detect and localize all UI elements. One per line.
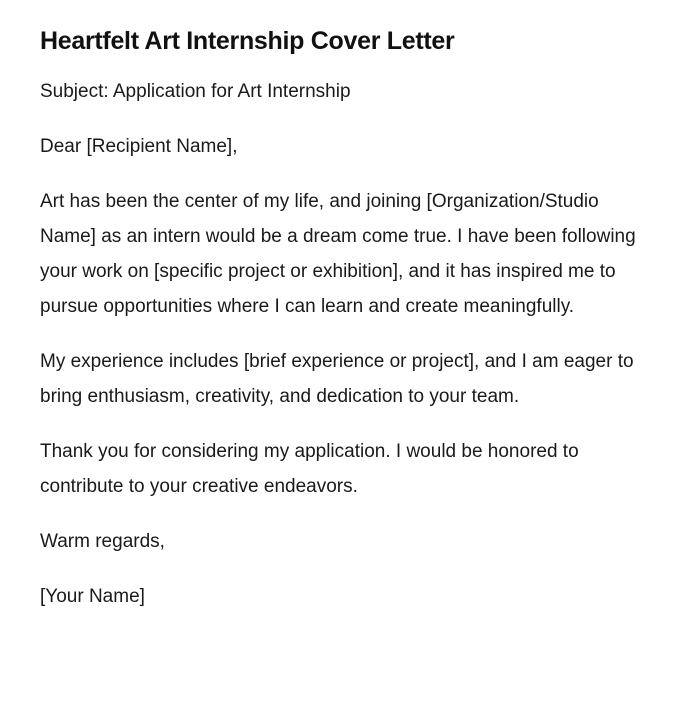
greeting: Dear [Recipient Name], [40, 136, 238, 157]
body-paragraph-3: Thank you for considering my application. I would be honored to contribute to your creative endeavors. [40, 441, 579, 497]
closing: Warm regards, [40, 531, 165, 552]
body-paragraph-2: My experience includes [brief experience or project], and I am eager to bring enthusiasm, creativity, and dedication to your team. [40, 351, 634, 407]
signature: [Your Name] [40, 586, 145, 607]
letter-title: Heartfelt Art Internship Cover Letter [40, 27, 455, 55]
body-paragraph-1: Art has been the center of my life, and joining [Organization/Studio Name] as an intern would be a dream come true. I have been following your work on [specific project or exhibition], and it has inspired me to pursue opportunities where I can learn and create meaningfully. [40, 191, 636, 317]
subject-line: Subject: Application for Art Internship [40, 81, 351, 102]
